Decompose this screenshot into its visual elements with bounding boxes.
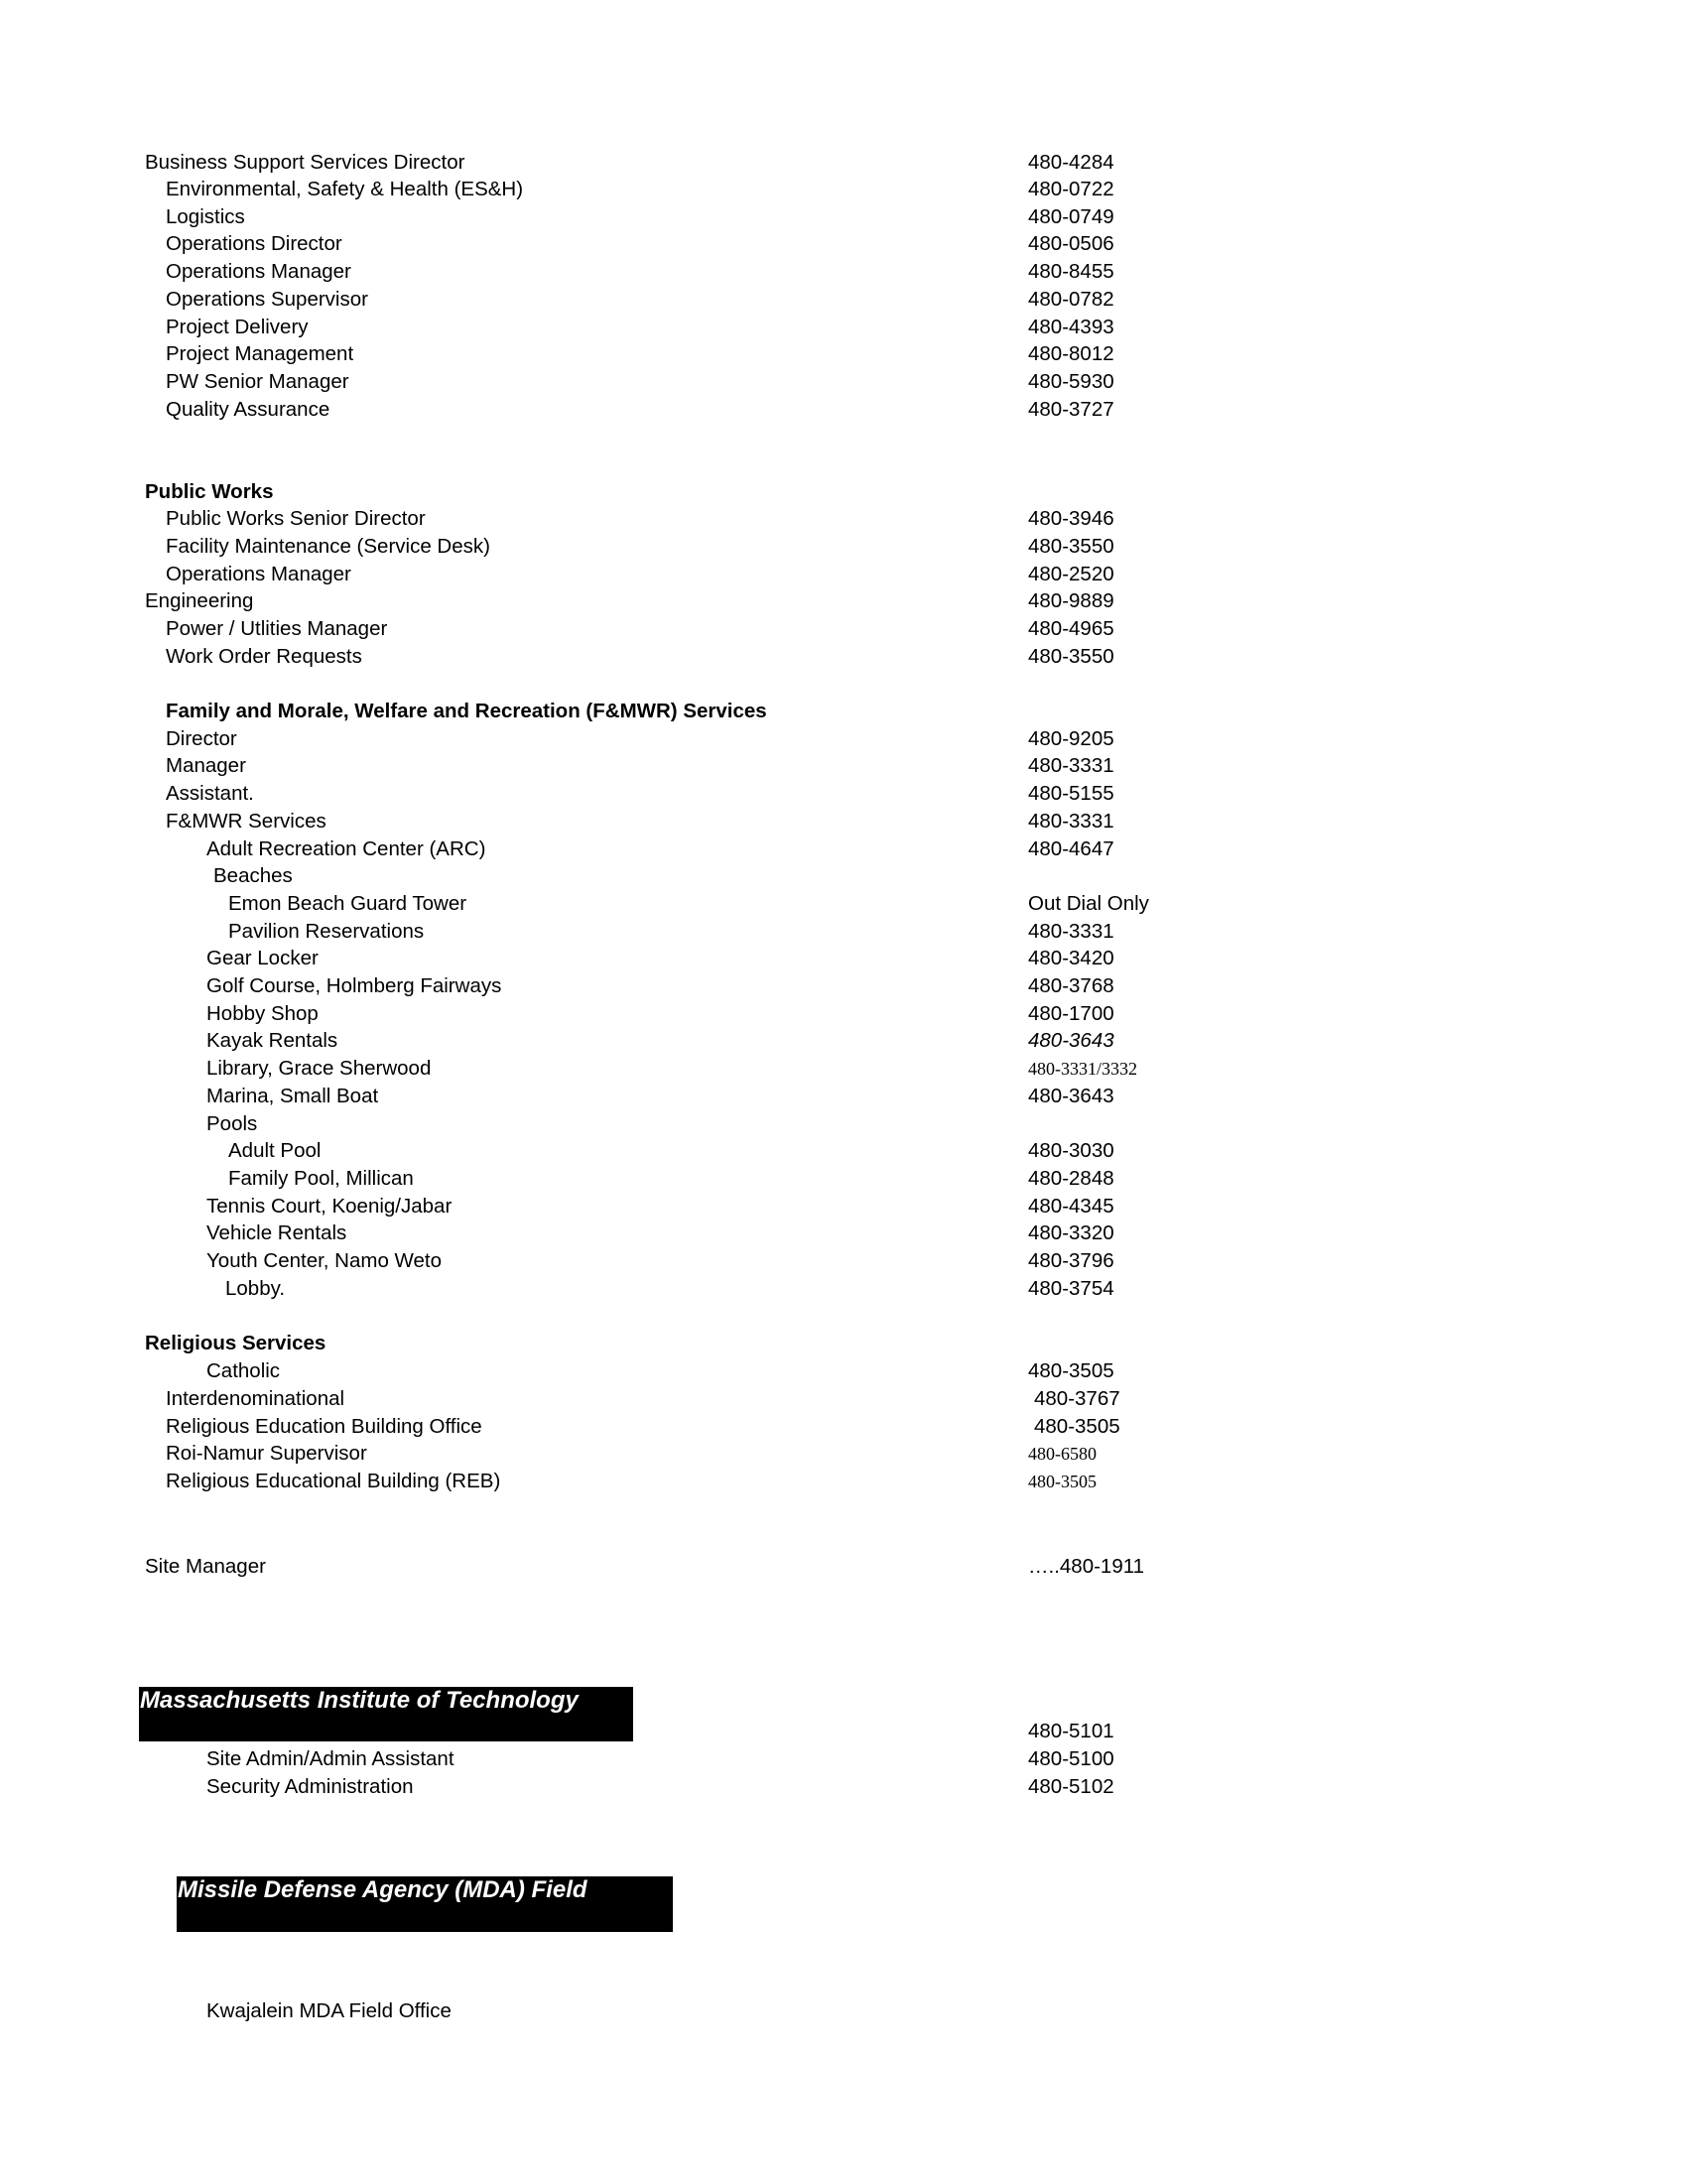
entry-phone: 480-5100 (1028, 1747, 1114, 1770)
heading-text: Family and Morale, Welfare and Recreation (F&MWR) Services (166, 700, 767, 722)
entry-label: Golf Course, Holmberg Fairways (206, 974, 502, 997)
entry-label: Roi-Namur Supervisor (166, 1442, 367, 1465)
entry-label: Tennis Court, Koenig/Jabar (206, 1195, 453, 1218)
entry-label: Assistant. (166, 782, 254, 805)
entry-phone: 480-0722 (1028, 178, 1114, 200)
list-item (0, 230, 1688, 258)
heading-text: Public Works (145, 480, 274, 503)
entry-phone: …..480-1911 (1028, 1555, 1145, 1578)
entry-label: Beaches (213, 864, 293, 887)
entry-label: Facility Maintenance (Service Desk) (166, 535, 490, 558)
entry-phone: 480-3331 (1028, 754, 1114, 777)
entry-label: Library, Grace Sherwood (206, 1057, 432, 1080)
list-item (0, 505, 1688, 533)
entry-phone: 480-3768 (1028, 974, 1114, 997)
entry-phone: 480-3320 (1028, 1221, 1114, 1244)
entry-phone: 480-3331/3332 (1028, 1059, 1137, 1079)
list-item (0, 890, 1688, 918)
list-item (0, 808, 1688, 835)
entry-phone: 480-3505 (1034, 1415, 1120, 1438)
section-heading (0, 698, 1688, 725)
list-item (0, 1275, 1688, 1303)
list-item (0, 945, 1688, 972)
list-item (0, 1083, 1688, 1110)
entry-label: Family Pool, Millican (228, 1167, 414, 1190)
entry-phone: 480-3550 (1028, 645, 1114, 668)
entry-phone: 480-5101 (1028, 1720, 1114, 1742)
entry-label: Public Works Senior Director (166, 507, 426, 530)
entry-label: Interdenominational (166, 1387, 345, 1410)
list-item (0, 1997, 1688, 2025)
entry-label: Operations Manager (166, 260, 351, 283)
list-item (0, 314, 1688, 341)
list-item (0, 1773, 1688, 1801)
entry-phone: 480-4284 (1028, 151, 1114, 174)
list-item (0, 258, 1688, 286)
banner-text: Massachusetts Institute of Technology (140, 1687, 579, 1714)
entry-phone: 480-2848 (1028, 1167, 1114, 1190)
list-item (0, 1110, 1688, 1138)
entry-phone: 480-5102 (1028, 1775, 1114, 1798)
mda-banner (177, 1876, 673, 1932)
entry-phone: 480-3767 (1034, 1387, 1120, 1410)
entry-phone: 480-4965 (1028, 617, 1114, 640)
entry-phone: 480-3505 (1028, 1359, 1114, 1382)
entry-label: Site Manager (145, 1555, 266, 1578)
entry-label: Director (166, 727, 237, 750)
entry-phone: 480-3754 (1028, 1277, 1114, 1300)
entry-phone: 480-3550 (1028, 535, 1114, 558)
entry-phone: Out Dial Only (1028, 892, 1149, 915)
heading-text: Religious Services (145, 1332, 326, 1354)
list-item (0, 752, 1688, 780)
banner-text: Missile Defense Agency (MDA) Field (178, 1876, 587, 1903)
entry-phone: 480-8012 (1028, 342, 1114, 365)
entry-label: PW Senior Manager (166, 370, 349, 393)
entry-phone: 480-0506 (1028, 232, 1114, 255)
entry-label: Youth Center, Namo Weto (206, 1249, 443, 1272)
entry-phone: 480-0782 (1028, 288, 1114, 311)
entry-label: Adult Recreation Center (ARC) (206, 837, 486, 860)
entry-label: Power / Utlities Manager (166, 617, 388, 640)
section-heading (0, 478, 1688, 506)
list-item (0, 1745, 1688, 1773)
list-item (0, 1357, 1688, 1385)
entry-label: Vehicle Rentals (206, 1221, 347, 1244)
entry-label: Religious Educational Building (REB) (166, 1470, 501, 1492)
entry-label: Kayak Rentals (206, 1029, 338, 1052)
list-item (0, 1165, 1688, 1193)
entry-phone: 480-1700 (1028, 1002, 1114, 1025)
list-item (0, 587, 1688, 615)
list-item (0, 561, 1688, 588)
list-item (0, 1055, 1688, 1083)
list-item (0, 643, 1688, 671)
entry-label: F&MWR Services (166, 810, 326, 833)
list-item (0, 725, 1688, 753)
entry-label: Logistics (166, 205, 245, 228)
entry-phone: 480-4647 (1028, 837, 1114, 860)
entry-label: Site Admin/Admin Assistant (206, 1747, 454, 1770)
section-heading (0, 1330, 1688, 1357)
entry-label: Lobby. (225, 1277, 286, 1300)
entry-phone: 480-4393 (1028, 316, 1114, 338)
entry-phone: 480-9889 (1028, 589, 1114, 612)
entry-phone: 480-5155 (1028, 782, 1114, 805)
entry-label: Religious Education Building Office (166, 1415, 482, 1438)
entry-label: Gear Locker (206, 947, 319, 969)
entry-phone: 480-2520 (1028, 563, 1114, 585)
entry-phone: 480-3796 (1028, 1249, 1114, 1272)
site-manager-row (0, 1553, 1688, 1581)
list-item (0, 972, 1688, 1000)
list-item (0, 1027, 1688, 1055)
entry-label: Operations Manager (166, 563, 351, 585)
list-item (0, 1385, 1688, 1413)
entry-label: Business Support Services Director (145, 151, 465, 174)
entry-phone: 480-3331 (1028, 920, 1114, 943)
entry-label: Manager (166, 754, 246, 777)
entry-phone: 480-6580 (1028, 1444, 1097, 1464)
list-item (0, 1468, 1688, 1495)
entry-label: Pavilion Reservations (228, 920, 425, 943)
entry-label: Engineering (145, 589, 254, 612)
list-item (0, 176, 1688, 203)
list-item (0, 533, 1688, 561)
entry-phone: 480-3505 (1028, 1472, 1097, 1491)
list-item (0, 1247, 1688, 1275)
entry-label: Project Management (166, 342, 354, 365)
list-item (0, 1220, 1688, 1247)
entry-label: Work Order Requests (166, 645, 362, 668)
entry-label: Marina, Small Boat (206, 1085, 379, 1107)
entry-phone: 480-3331 (1028, 810, 1114, 833)
entry-label: Hobby Shop (206, 1002, 319, 1025)
entry-phone: 480-3727 (1028, 398, 1114, 421)
entry-label: Project Delivery (166, 316, 309, 338)
list-item (0, 615, 1688, 643)
list-item (0, 396, 1688, 424)
entry-label: Environmental, Safety & Health (ES&H) (166, 178, 524, 200)
list-item (0, 918, 1688, 946)
entry-phone: 480-3643 (1028, 1085, 1114, 1107)
list-item (0, 203, 1688, 231)
entry-phone: 480-3030 (1028, 1139, 1114, 1162)
entry-label: Adult Pool (228, 1139, 322, 1162)
list-item (0, 149, 1688, 177)
entry-phone: 480-5930 (1028, 370, 1114, 393)
entry-label: Security Administration (206, 1775, 414, 1798)
entry-label: Operations Director (166, 232, 342, 255)
entry-phone: 480-9205 (1028, 727, 1114, 750)
entry-label: Catholic (206, 1359, 281, 1382)
entry-phone: 480-3643 (1028, 1029, 1114, 1052)
entry-label: Operations Supervisor (166, 288, 368, 311)
list-item (0, 1137, 1688, 1165)
entry-phone: 480-4345 (1028, 1195, 1114, 1218)
entry-phone: 480-3420 (1028, 947, 1114, 969)
list-item (0, 1413, 1688, 1441)
entry-phone: 480-3946 (1028, 507, 1114, 530)
entry-phone: 480-0749 (1028, 205, 1114, 228)
entry-label: Kwajalein MDA Field Office (206, 1999, 452, 2022)
list-item (0, 780, 1688, 808)
list-item (0, 862, 1688, 890)
list-item (0, 835, 1688, 863)
list-item (0, 1193, 1688, 1220)
list-item (0, 286, 1688, 314)
entry-phone: 480-8455 (1028, 260, 1114, 283)
list-item (0, 340, 1688, 368)
list-item (0, 1718, 1688, 1745)
list-item (0, 368, 1688, 396)
entry-label: Pools (206, 1112, 258, 1135)
list-item (0, 1000, 1688, 1028)
entry-label: Emon Beach Guard Tower (228, 892, 467, 915)
list-item (0, 1440, 1688, 1468)
entry-label: Quality Assurance (166, 398, 330, 421)
